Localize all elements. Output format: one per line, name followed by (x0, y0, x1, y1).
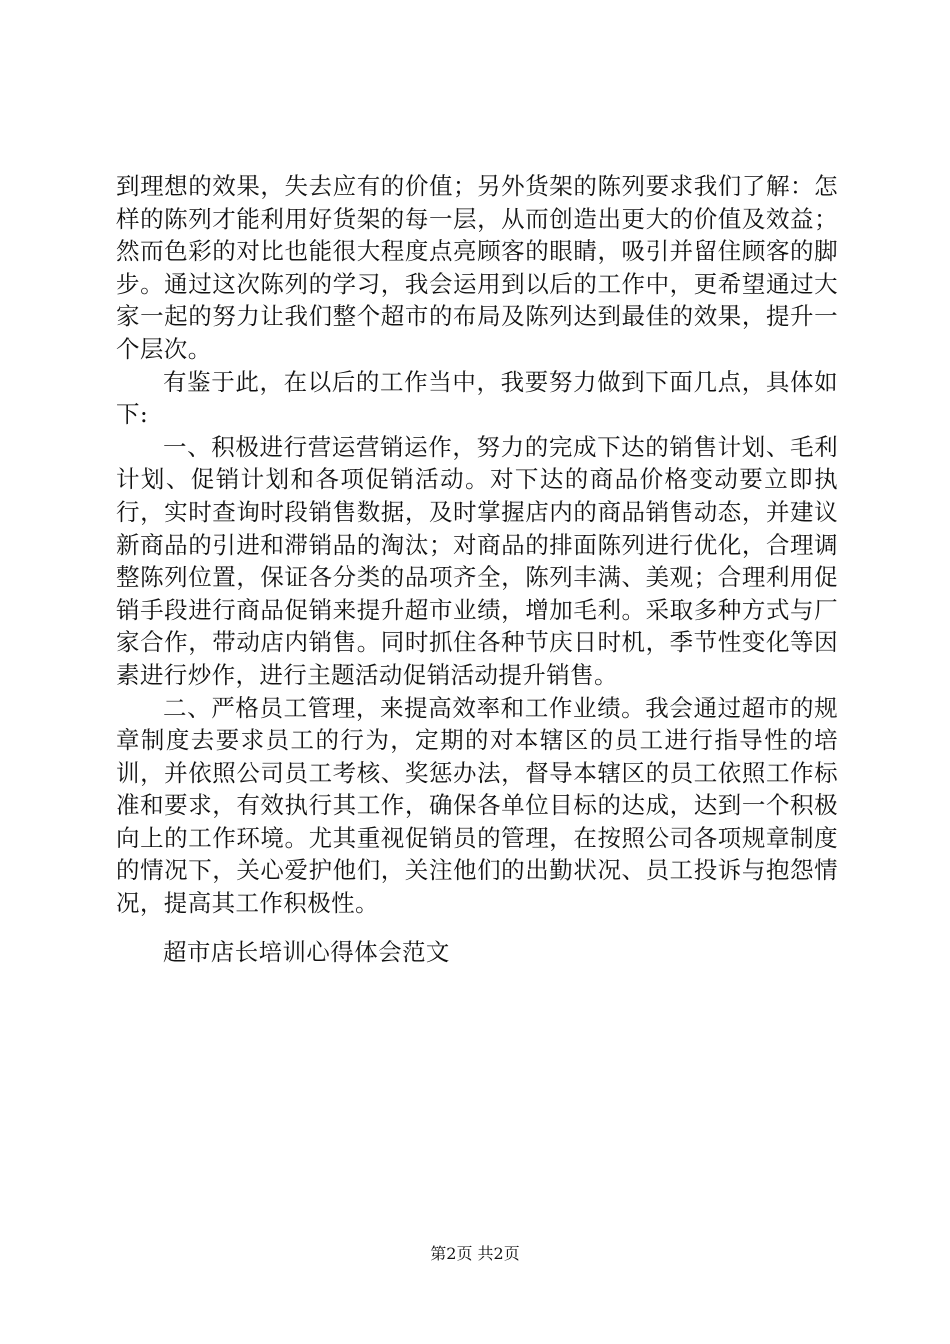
paragraph-point-one: 一、积极进行营运营销运作，努力的完成下达的销售计划、毛利计划、促销计划和各项促销活动。对下达的商品价格变动要立即执行，实时查询时段销售数据，及时掌握店内的商品销售动态，并建议新商品的引进和滞销品的淘汰；对商品的排面陈列进行优化，合理调整陈列位置，保证各分类的品项齐全，陈列丰满、美观；合理利用促销手段进行商品促销来提升超市业绩，增加毛利。采取多种方式与厂家合作，带动店内销售。同时抓住各种节庆日时机，季节性变化等因素进行炒作，进行主题活动促销活动提升销售。 (116, 432, 838, 689)
paragraph-continuation: 到理想的效果，失去应有的价值；另外货架的陈列要求我们了解：怎样的陈列才能利用好货架的每一层，从而创造出更大的价值及效益；然而色彩的对比也能很大程度点亮顾客的眼睛，吸引并留住顾客的脚步。通过这次陈列的学习，我会运用到以后的工作中，更希望通过大家一起的努力让我们整个超市的布局及陈列达到最佳的效果，提升一个层次。 (116, 172, 838, 363)
document-body (116, 170, 838, 920)
paragraph-point-two: 二、严格员工管理，来提高效率和工作业绩。我会通过超市的规章制度去要求员工的行为，定期的对本辖区的员工进行指导性的培训，并依照公司员工考核、奖惩办法，督导本辖区的员工依照工作标准和要求，有效执行其工作，确保各单位目标的达成，达到一个积极向上的工作环境。尤其重视促销员的管理，在按照公司各项规章制度的情况下，关心爱护他们，关注他们的出勤状况、员工投诉与抱怨情况，提高其工作积极性。 (116, 693, 838, 918)
document-title: 超市店长培训心得体会范文 (163, 938, 450, 966)
page-number-footer: 第2页 共2页 (430, 1244, 520, 1263)
paragraph-intro: 有鉴于此，在以后的工作当中，我要努力做到下面几点，具体如下: (116, 367, 838, 429)
